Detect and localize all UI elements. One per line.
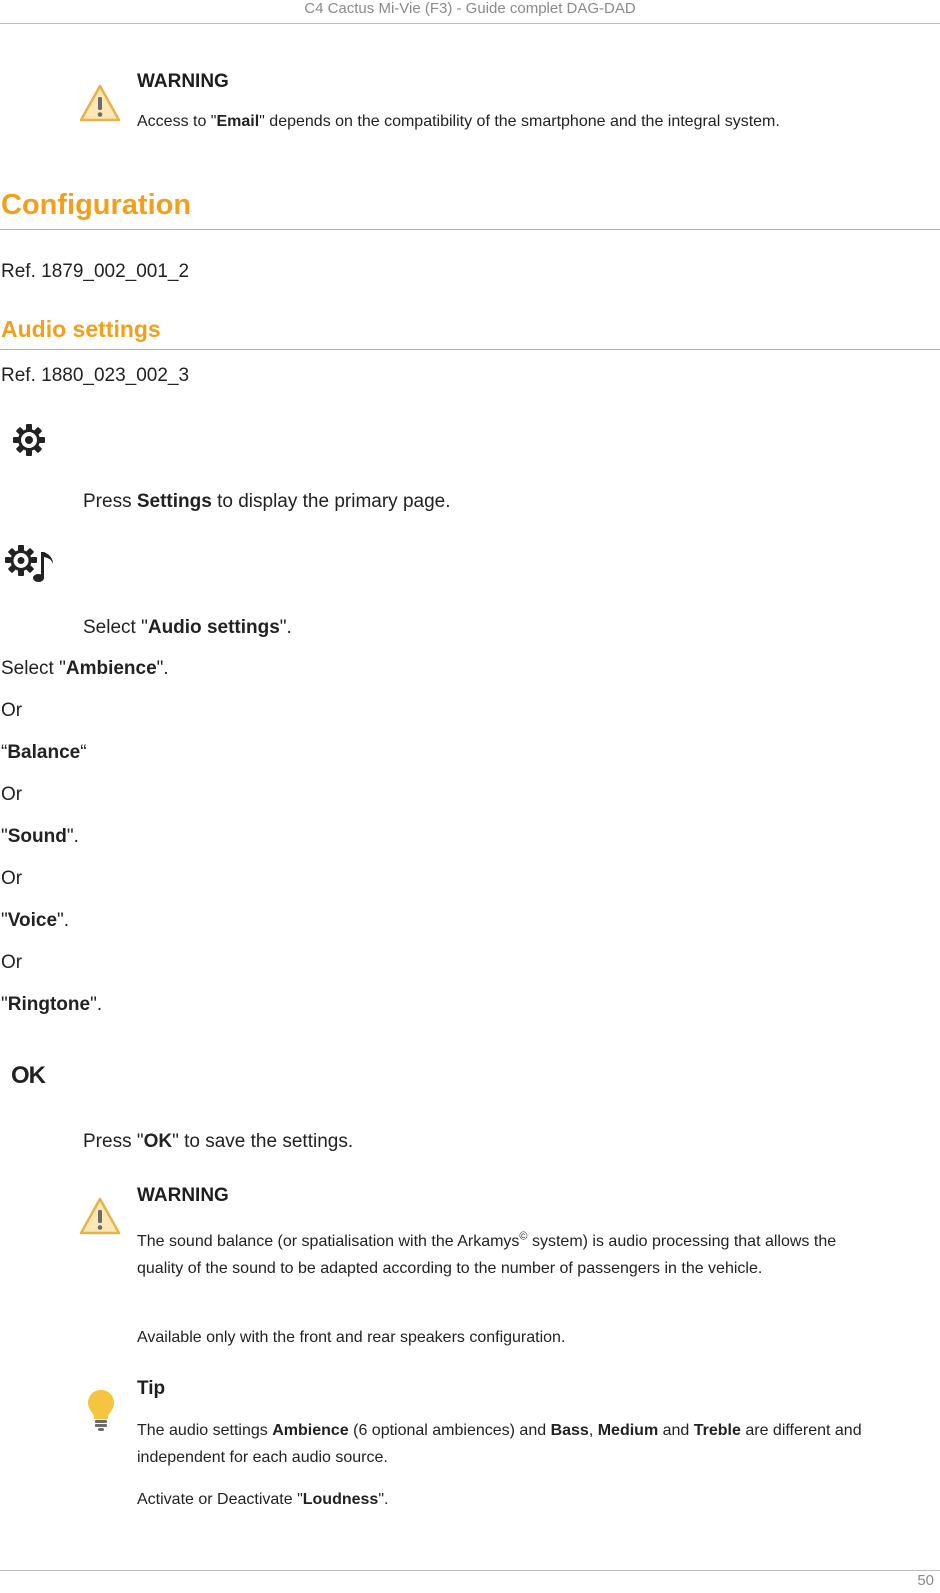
warning-text: Access to "Email" depends on the compatibility of the smartphone and the integral system.: [137, 113, 780, 130]
warning-triangle-icon: [78, 83, 122, 123]
warning-triangle-icon: [78, 1196, 122, 1236]
audio-settings-ref: Ref. 1880_023_002_3: [1, 365, 190, 386]
option-line-balance: “Balance“: [1, 742, 87, 763]
step-press-ok: Press "OK" to save the settings.: [83, 1131, 354, 1152]
tip-loudness: Activate or Deactivate "Loudness".: [137, 1491, 389, 1508]
lightbulb-icon: [86, 1388, 116, 1432]
header-rule: [0, 23, 940, 24]
configuration-rule: [0, 229, 940, 230]
audio-settings-rule: [0, 349, 940, 350]
gear-icon: [11, 422, 47, 458]
audio-settings-heading: Audio settings: [1, 316, 161, 342]
tip-paragraph: The audio settings Ambience (6 optional ambiences) and Bass, Medium and Treble are different and independent for each audio source.: [137, 1422, 862, 1466]
page-number: 50: [917, 1572, 934, 1589]
warning-paragraph: The sound balance (or spatialisation with the Arkamys© system) is audio processing that allows the quality of the sound to be adapted according to the number of passengers in the vehicle.: [137, 1230, 837, 1277]
option-line-ringtone: "Ringtone".: [1, 994, 103, 1015]
option-line-or: Or: [1, 952, 23, 973]
configuration-heading: Configuration: [1, 189, 192, 221]
warning-title: WARNING: [137, 71, 229, 92]
running-header: C4 Cactus Mi-Vie (F3) - Guide complet DAG-DAD: [304, 0, 636, 17]
warning-paragraph: Available only with the front and rear speakers configuration.: [137, 1329, 566, 1346]
option-line-sound: "Sound".: [1, 826, 79, 847]
step-select-audio-settings: Select "Audio settings".: [83, 617, 292, 638]
option-line-or: Or: [1, 700, 23, 721]
option-line-ambience: Select "Ambience".: [1, 658, 169, 679]
option-line-or: Or: [1, 784, 23, 805]
configuration-ref: Ref. 1879_002_001_2: [1, 261, 190, 282]
ok-icon: OK: [11, 1062, 45, 1089]
option-line-or: Or: [1, 868, 23, 889]
warning-title: WARNING: [137, 1185, 229, 1206]
tip-title: Tip: [137, 1378, 166, 1399]
gear-music-note-icon: [5, 544, 61, 584]
footer-rule: [0, 1570, 940, 1571]
option-line-voice: "Voice".: [1, 910, 70, 931]
step-press-settings: Press Settings to display the primary page.: [83, 491, 451, 512]
